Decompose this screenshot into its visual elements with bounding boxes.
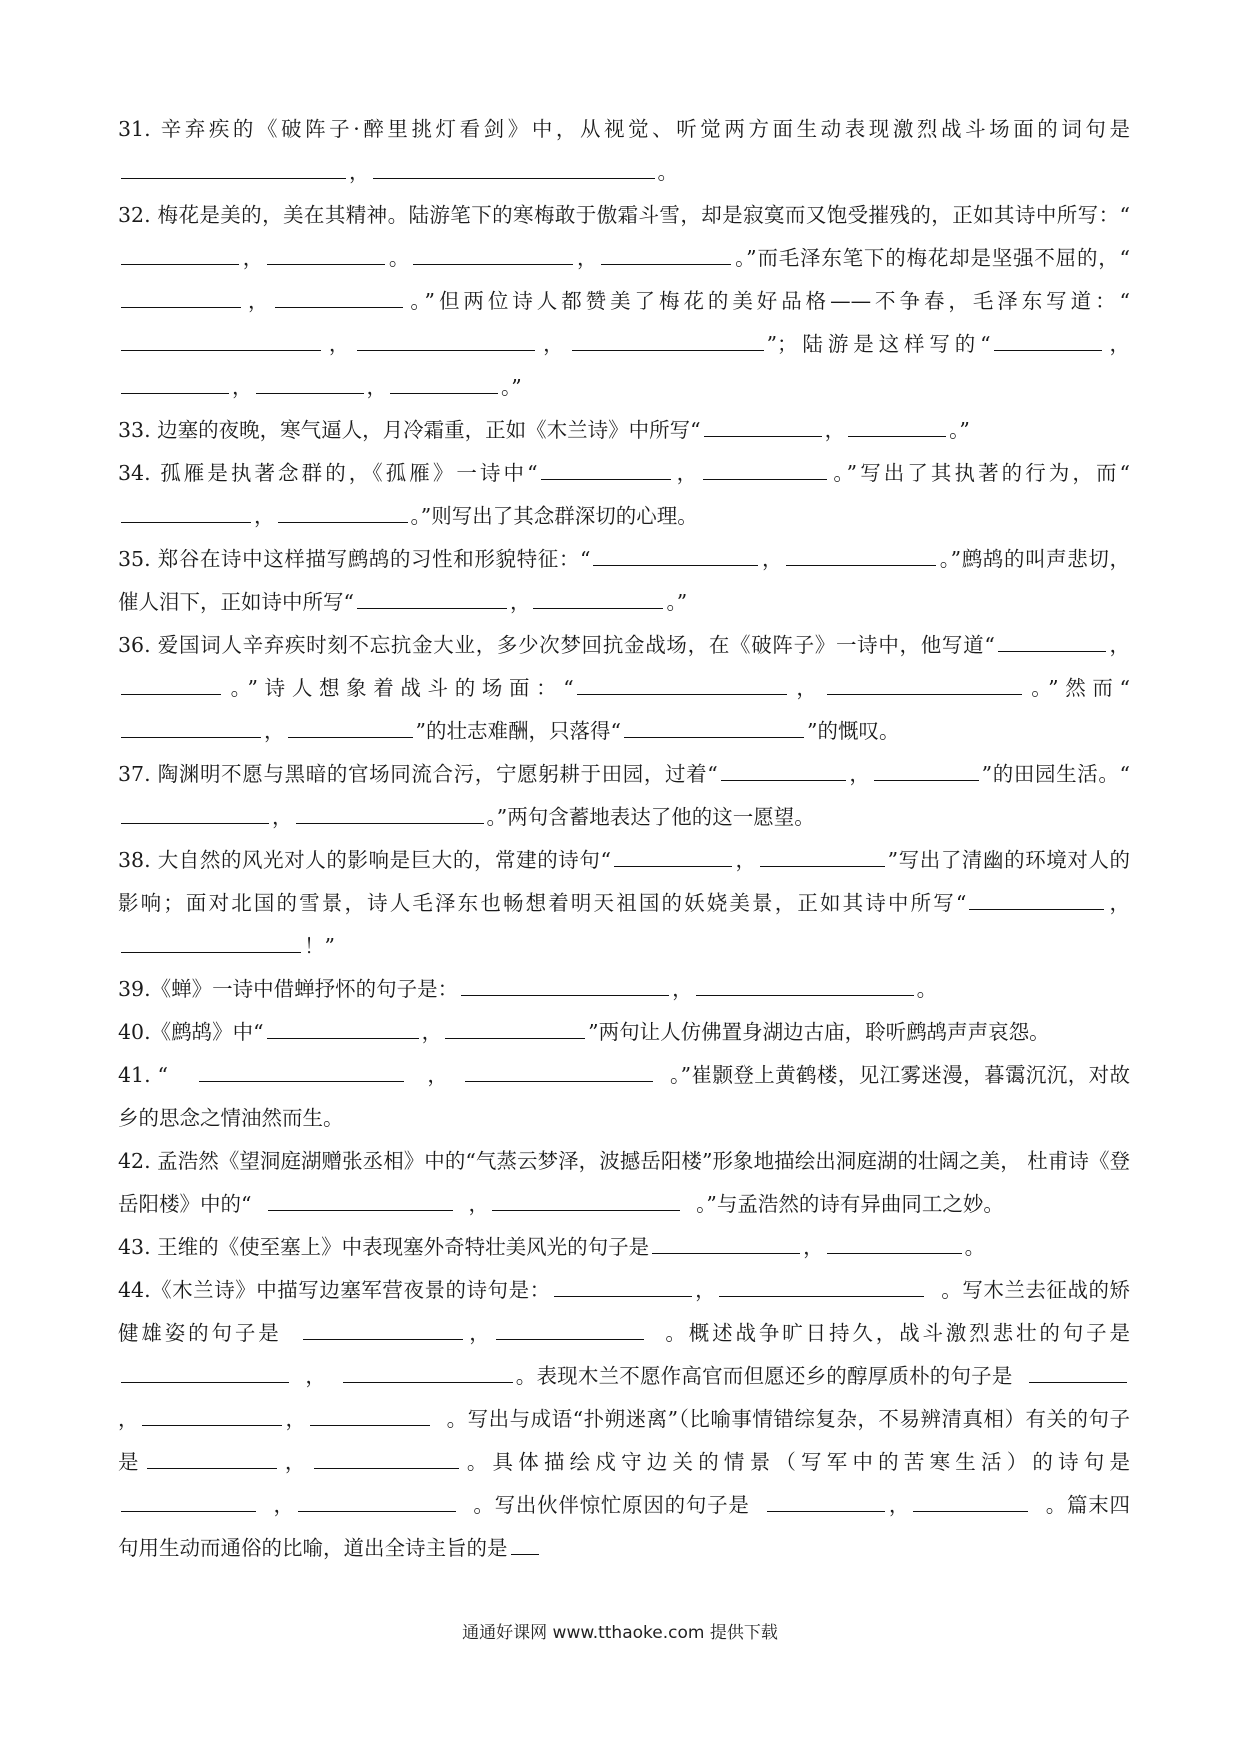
question-text: ， [848,762,871,786]
question-text: 。”然而“ [1024,676,1131,700]
question-text: ， [406,1063,463,1087]
answer-blank[interactable] [721,761,846,781]
question-36 [118,624,1130,753]
question-text: ！” [304,934,335,958]
answer-blank[interactable] [278,503,408,523]
question-text: ， [509,590,531,614]
question-text: 。 [388,246,411,270]
answer-blank[interactable] [719,1277,924,1297]
question-text: 。概述战争旷日持久，战斗激烈悲壮的句子是 [646,1321,1144,1345]
question-text: ， [455,1192,490,1216]
question-text: ， [421,1020,443,1044]
question-text: ， [292,1364,340,1388]
answer-blank[interactable] [541,460,671,480]
question-text: ， [244,289,273,313]
question-33 [118,409,1130,452]
answer-blank[interactable] [994,331,1102,351]
question-text: ， [672,977,693,1001]
question-text: ， [366,375,387,399]
question-44 [118,1269,1144,1570]
answer-blank[interactable] [357,589,507,609]
answer-blank[interactable] [593,546,758,566]
question-text: ， [285,1407,307,1431]
answer-blank[interactable] [696,976,914,996]
answer-blank[interactable] [703,460,827,480]
question-text: ， [888,1493,911,1517]
question-text: ”写出了清幽的环境对人的影响；面对北国的雪景，诗人毛泽东也畅想着明天祖国的妖娆美景，正如其诗中所写“ [118,848,1131,915]
question-text: ， [1108,633,1130,657]
answer-blank[interactable] [624,718,804,738]
answer-blank[interactable] [767,1492,885,1512]
question-text: ， [232,375,253,399]
answer-blank[interactable] [121,159,346,179]
question-text: ， [254,504,275,528]
answer-blank[interactable] [704,417,822,437]
answer-blank[interactable] [275,288,403,308]
question-35 [118,538,1130,624]
question-text: 。 [657,160,678,184]
question-text: 39.《蝉》一诗中借蝉抒怀的句子是： [118,977,459,1001]
answer-blank[interactable] [121,331,321,351]
question-text: 。 [964,1235,986,1259]
question-text: 。写木兰去征战的矫健雄姿的句子是 [118,1278,1130,1345]
question-text: ， [824,418,846,442]
question-32 [118,194,1130,409]
question-text: ， [272,805,293,829]
question-text: ”的慨叹。 [806,719,900,743]
question-38 [118,839,1130,968]
question-text: ”的田园生活。“ [981,762,1130,786]
answer-blank[interactable] [614,847,732,867]
question-text: 42. 孟浩然《望洞庭湖赠张丞相》中的“气蒸云梦泽，波撼岳阳楼”形象地描绘出洞庭湖的壮阔之美， 杜甫诗《登岳阳楼》中的“ [118,1149,1130,1216]
answer-blank[interactable] [314,1449,459,1469]
question-text: ， [576,246,599,270]
question-text: 。”与孟浩然的诗有异曲同工之妙。 [683,1192,1004,1216]
answer-blank[interactable] [445,1019,585,1039]
answer-blank[interactable] [296,804,484,824]
question-43 [118,1226,1130,1269]
question-text: 。”诗人想象着战斗的场面：“ [224,676,574,700]
question-text: 。”崔颢登上黄鹤楼，见江雾迷漫，暮霭沉沉，对故乡的思念之情油然而生。 [118,1063,1130,1130]
answer-blank[interactable] [496,1320,644,1340]
question-31 [118,108,1130,194]
answer-blank[interactable] [303,1320,463,1340]
question-text: ， [324,332,355,356]
question-text: ， [466,1321,493,1345]
question-39 [118,968,1130,1011]
answer-blank[interactable] [533,589,663,609]
answer-blank[interactable] [288,718,413,738]
question-text: 。写出伙伴惊忙原因的句子是 [458,1493,765,1517]
question-text: ”；陆游是这样写的“ [766,332,991,356]
answer-blank[interactable] [465,1062,653,1082]
question-text: 。”而毛泽东笔下的梅花却是坚强不屈的，“ [734,246,1131,270]
answer-blank[interactable] [343,1363,513,1383]
page-footer: 通通好课网 www.tthaoke.com 提供下载 [462,1623,778,1643]
question-text: 35. 郑谷在诗中这样描写鹧鸪的习性和形貌特征：“ [118,547,591,571]
answer-blank[interactable] [121,288,241,308]
answer-blank[interactable] [413,245,573,265]
answer-blank[interactable] [268,1191,453,1211]
answer-blank[interactable] [142,1406,282,1426]
question-text: ， [1104,332,1131,356]
answer-blank[interactable] [256,374,364,394]
question-text: 。”写出了其执著的行为，而“ [830,461,1131,485]
question-text: 。篇末四句用生动而通俗的比喻，道出全诗主旨的是 [118,1493,1130,1560]
question-text: 。 [916,977,938,1001]
question-text: ， [259,1493,295,1517]
question-text: 。表现木兰不愿作高官而但愿还乡的醇厚质朴的句子是 [515,1364,1027,1388]
question-text: ， [789,676,824,700]
question-text: 43. 王维的《使至塞上》中表现塞外奇特壮美风光的句子是 [118,1235,650,1259]
question-text: ， [734,848,757,872]
answer-blank[interactable] [827,675,1022,695]
question-text: 41. “ [118,1063,196,1087]
answer-blank[interactable] [461,976,669,996]
question-text: 。” [666,590,688,614]
answer-blank[interactable] [969,890,1104,910]
question-text: ， [242,246,265,270]
answer-blank[interactable] [786,546,936,566]
question-text: ， [118,1364,1144,1431]
question-text: 31. 辛弃疾的《破阵子·醉里挑灯看剑》中，从视觉、听觉两方面生动表现激烈战斗场面的词句是 [118,117,1130,141]
question-text: 33. 边塞的夜晚，寒气逼人，月冷霜重，正如《木兰诗》中所写“ [118,418,701,442]
question-text: ， [349,160,370,184]
answer-blank[interactable] [577,675,787,695]
answer-blank[interactable] [913,1492,1028,1512]
question-text: ， [694,1278,717,1302]
question-text: 38. 大自然的风光对人的影响是巨大的，常建的诗句“ [118,848,611,872]
answer-blank[interactable] [572,331,764,351]
worksheet [118,108,1144,1570]
answer-blank[interactable] [147,1449,277,1469]
answer-blank[interactable] [373,159,655,179]
question-37 [118,753,1130,839]
question-text: 40.《鹧鸪》中“ [118,1020,264,1044]
answer-blank[interactable] [121,374,229,394]
question-text: 37. 陶渊明不愿与黑暗的官场同流合污，宁愿躬耕于田园，过着“ [118,762,718,786]
answer-blank[interactable] [267,1019,419,1039]
answer-blank[interactable] [121,503,251,523]
answer-blank[interactable] [298,1492,456,1512]
question-text: 。” [949,418,970,442]
question-text: ， [264,719,285,743]
answer-blank[interactable] [827,1234,962,1254]
question-text: 。”则写出了其念群深切的心理。 [410,504,698,528]
question-text: ， [803,1235,824,1259]
question-40 [118,1011,1130,1054]
question-text: ”的壮志难酬，只落得“ [415,719,621,743]
answer-blank[interactable] [1029,1363,1127,1383]
question-text: 44.《木兰诗》中描写边塞军营夜景的诗句是： [118,1278,551,1302]
answer-blank[interactable] [267,245,385,265]
question-text: 。”鹧鸪的叫声悲切，催人泪下，正如诗中所写“ [118,547,1131,614]
question-text: ， [761,547,784,571]
question-text: 。具体描绘戍守边关的情景（写军中的苦寒生活）的诗句是 [461,1450,1144,1474]
answer-blank[interactable] [390,374,498,394]
question-text: ”两句让人仿佛置身湖边古庙，聆听鹧鸪声声哀怨。 [588,1020,1050,1044]
answer-blank[interactable] [199,1062,404,1082]
answer-blank[interactable] [121,245,239,265]
answer-blank[interactable] [121,718,261,738]
answer-blank[interactable] [121,675,221,695]
answer-blank[interactable] [121,1363,289,1383]
answer-blank[interactable] [121,933,301,953]
answer-blank[interactable] [492,1191,680,1211]
question-text: 。”但两位诗人都赞美了梅花的美好品格——不争春，毛泽东写道：“ [406,289,1131,313]
question-34 [118,452,1130,538]
question-text: 。”两句含蓄地表达了他的这一愿望。 [486,805,815,829]
answer-blank[interactable] [652,1234,800,1254]
answer-blank[interactable] [121,1492,256,1512]
question-text: 32. 梅花是美的，美在其精神。陆游笔下的寒梅敢于傲霜斗雪，却是寂寞而又饱受摧残的，正如其诗中所写：“ [118,203,1130,227]
answer-blank[interactable] [554,1277,692,1297]
question-text: ， [1107,891,1131,915]
answer-blank[interactable] [310,1406,430,1426]
question-text: ， [673,461,701,485]
question-text: 34. 孤雁是执著念群的，《孤雁》一诗中“ [118,461,538,485]
question-text: 。” [501,375,522,399]
answer-blank[interactable] [601,245,731,265]
question-42 [118,1140,1130,1226]
answer-blank[interactable] [998,632,1106,652]
question-text: ， [538,332,569,356]
answer-blank[interactable] [760,847,885,867]
answer-blank[interactable] [511,1535,539,1555]
answer-blank[interactable] [357,331,535,351]
question-text: ， [279,1450,311,1474]
answer-blank[interactable] [121,804,269,824]
question-text: 36. 爱国词人辛弃疾时刻不忘抗金大业，多少次梦回抗金战场，在《破阵子》一诗中，他写道“ [118,633,995,657]
answer-blank[interactable] [874,761,979,781]
answer-blank[interactable] [848,417,946,437]
question-41 [118,1054,1130,1140]
question-text: 。写出与成语“扑朔迷离”（比喻事情错综复杂，不易辨清真相）有关的句子是 [118,1407,1131,1474]
